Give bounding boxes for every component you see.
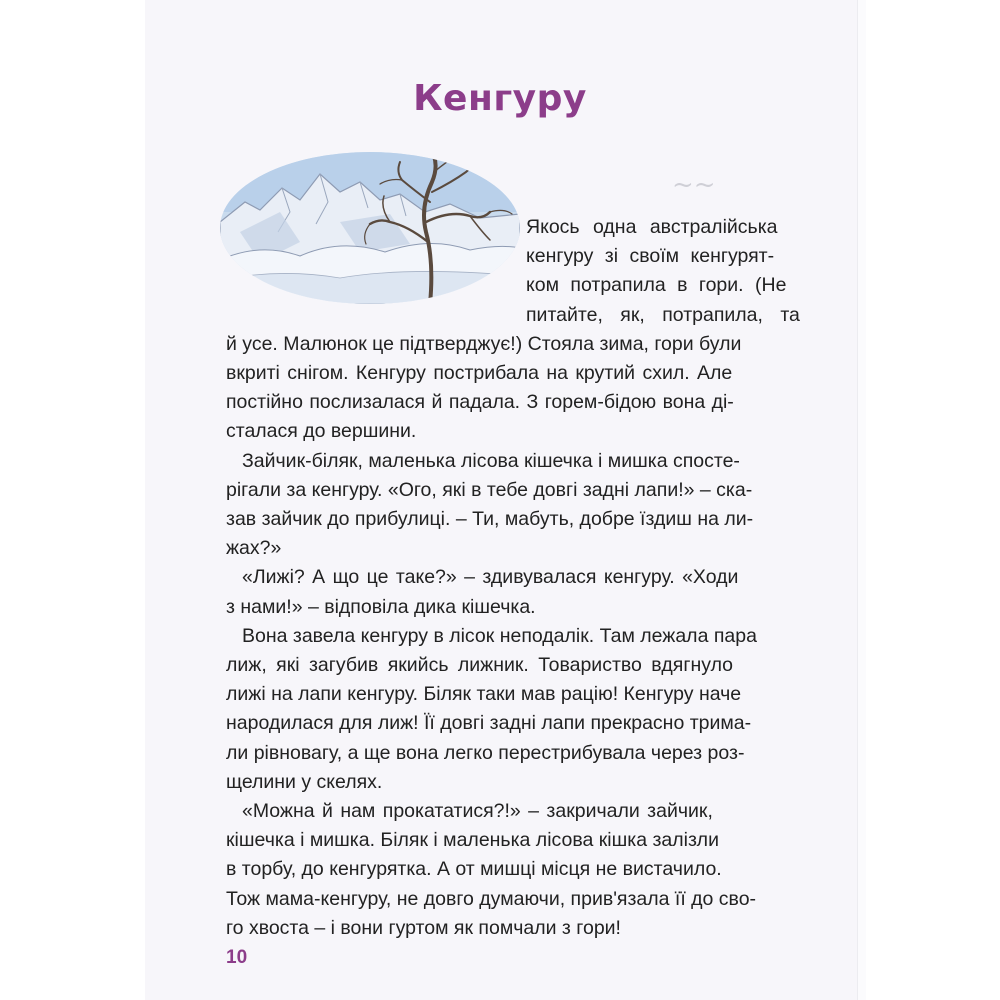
text-line: щелини у скелях.	[226, 771, 383, 793]
text-line: питайте, як, потрапила, та	[526, 304, 800, 326]
text-line: постійно послизалася й падала. З горем-бідою вона ді-	[226, 391, 734, 413]
text-line: ком потрапила в гори. (Не	[526, 274, 787, 296]
text-line: лиж, які загубив якийсь лижник. Товариство вдягнуло	[226, 654, 734, 676]
text-line: Зайчик-біляк, маленька лісова кішечка і мишка спосте-	[242, 450, 740, 472]
text-line: в торбу, до кенгурятка. А от мишці місця не вистачило.	[226, 858, 722, 880]
page-edge	[857, 0, 866, 1000]
text-line: народилася для лиж! Її довгі задні лапи прекрасно трима-	[226, 712, 752, 734]
text-line: «Лижі? А що це таке?» – здивувалася кенгуру. «Ходи	[242, 566, 739, 588]
text-line: лижі на лапи кенгуру. Біляк таки мав рацію! Кенгуру наче	[226, 683, 742, 705]
page-title: Кенгуру	[413, 78, 587, 119]
text-line: кенгуру зі своїм кенгурят-	[526, 245, 775, 267]
mountain-tree-illustration	[220, 152, 520, 304]
text-line: Якось одна австралійська	[526, 216, 778, 238]
text-line: з нами!» – відповіла дика кішечка.	[226, 596, 536, 618]
text-line: Тож мама-кенгуру, не довго думаючи, прив'язала її до сво-	[226, 888, 757, 910]
pencil-mark: ~~	[672, 170, 716, 200]
text-line: ли рівновагу, а ще вона легко перестрибувала через роз-	[226, 742, 745, 764]
text-line: жах?»	[226, 537, 282, 559]
text-line: кішечка і мишка. Біляк і маленька лісова кішка залізли	[226, 829, 719, 851]
text-line: рігали за кенгуру. «Ого, які в тебе довгі задні лапи!» – ска-	[226, 479, 753, 501]
page-number: 10	[226, 947, 248, 968]
text-line: «Можна й нам прокататися?!» – закричали зайчик,	[242, 800, 713, 822]
text-line: Вона завела кенгуру в лісок неподалік. Там лежала пара	[242, 625, 757, 647]
text-line: вкриті снігом. Кенгуру пострибала на крутий схил. Але	[226, 362, 733, 384]
text-line: й усе. Малюнок це підтверджує!) Стояла зима, гори були	[226, 333, 742, 355]
text-line: сталася до вершини.	[226, 420, 417, 442]
text-line: го хвоста – і вони гуртом як помчали з гори!	[226, 917, 621, 939]
text-line: зав зайчик до прибулиці. – Ти, мабуть, добре їздиш на ли-	[226, 508, 754, 530]
